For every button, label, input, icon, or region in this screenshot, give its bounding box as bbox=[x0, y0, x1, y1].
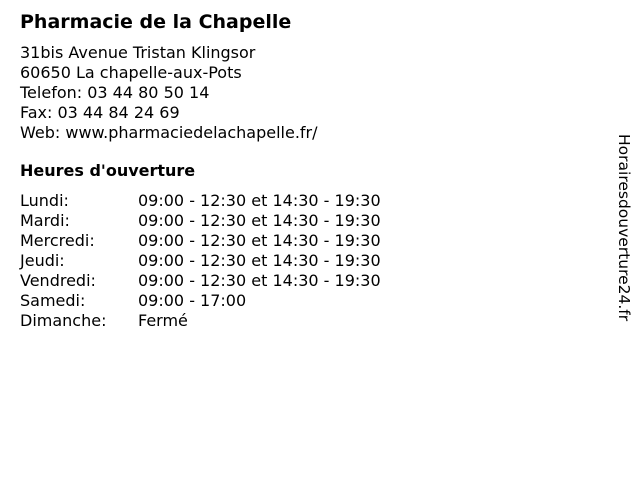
time-value: 09:00 - 12:30 et 14:30 - 19:30 bbox=[138, 271, 381, 290]
contact-block bbox=[20, 43, 600, 143]
time-value: Fermé bbox=[138, 311, 188, 330]
website-link: Web: www.pharmaciedelachapelle.fr/ bbox=[20, 123, 318, 142]
hours-row-sunday bbox=[20, 311, 600, 331]
time-value: 09:00 - 17:00 bbox=[138, 291, 247, 310]
day-label: Dimanche: bbox=[20, 311, 107, 330]
site-watermark: Horairesdouverture24.fr bbox=[615, 134, 633, 322]
hours-row-tuesday bbox=[20, 211, 600, 231]
phone-number: Telefon: 03 44 80 50 14 bbox=[20, 83, 210, 102]
hours-row-saturday bbox=[20, 291, 600, 311]
time-value: 09:00 - 12:30 et 14:30 - 19:30 bbox=[138, 211, 381, 230]
time-value: 09:00 - 12:30 et 14:30 - 19:30 bbox=[138, 231, 381, 250]
time-value: 09:00 - 12:30 et 14:30 - 19:30 bbox=[138, 191, 381, 210]
hours-table bbox=[20, 191, 600, 331]
time-value: 09:00 - 12:30 et 14:30 - 19:30 bbox=[138, 251, 381, 270]
pharmacy-name: Pharmacie de la Chapelle bbox=[20, 11, 292, 33]
street-address: 31bis Avenue Tristan Klingsor bbox=[20, 43, 256, 62]
day-label: Lundi: bbox=[20, 191, 69, 210]
day-label: Mercredi: bbox=[20, 231, 95, 250]
hours-row-thursday bbox=[20, 251, 600, 271]
fax-number: Fax: 03 44 84 24 69 bbox=[20, 103, 180, 122]
hours-row-wednesday bbox=[20, 231, 600, 251]
hours-heading: Heures d'ouverture bbox=[20, 161, 196, 180]
day-label: Jeudi: bbox=[20, 251, 65, 270]
city-address: 60650 La chapelle-aux-Pots bbox=[20, 63, 242, 82]
day-label: Vendredi: bbox=[20, 271, 96, 290]
pharmacy-info-card bbox=[20, 10, 600, 331]
day-label: Mardi: bbox=[20, 211, 70, 230]
day-label: Samedi: bbox=[20, 291, 86, 310]
hours-row-friday bbox=[20, 271, 600, 291]
hours-row-monday bbox=[20, 191, 600, 211]
